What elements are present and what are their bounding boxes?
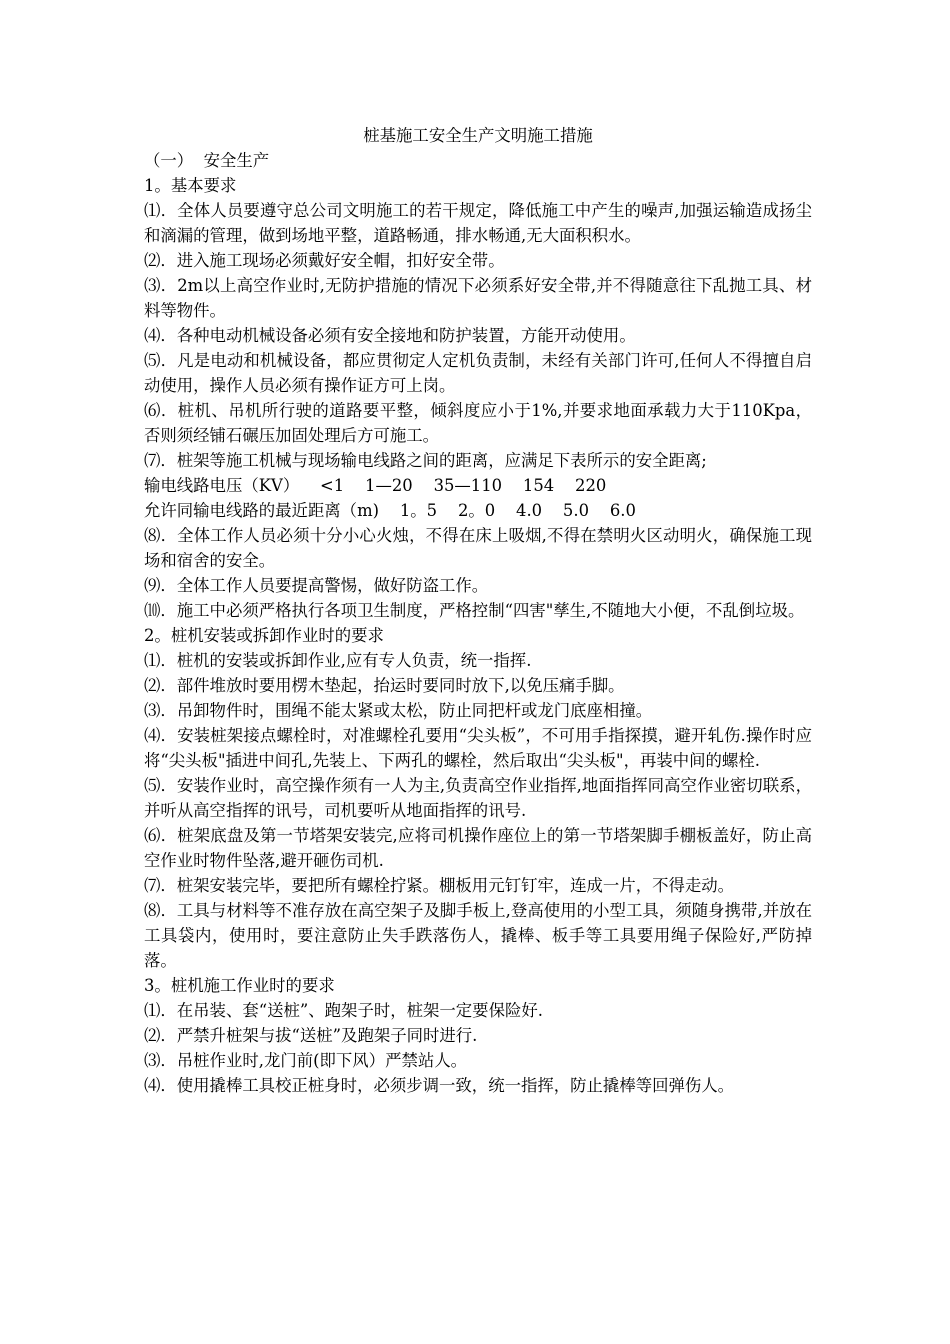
- part2-item-4: ⑷．安装桩架接点螺栓时，对准螺栓孔要用“尖头板”，不可用手指探摸，避开轧伤.操作时应将“尖头板"插进中间孔,先装上、下两孔的螺栓，然后取出“尖头板"，再装中间的螺栓.: [144, 726, 812, 770]
- part1-item-9: ⑼．全体工作人员要提高警惕，做好防盗工作。: [144, 576, 489, 595]
- part3-item-1: ⑴．在吊装、套“送桩”、跑架子时，桩架一定要保险好.: [144, 1001, 543, 1020]
- part1-item-10: ⑽．施工中必须严格执行各项卫生制度，严格控制“四害"孳生,不随地大小便，不乱倒垃圾。: [144, 601, 805, 620]
- part2-heading: 2。桩机安装或拆卸作业时的要求: [144, 626, 384, 645]
- distance-table-row: 允许同输电线路的最近距离（m) 1。5 2。0 4.0 5.0 6.0: [144, 501, 636, 520]
- part1-item-5: ⑸．凡是电动和机械设备，都应贯彻定人定机负责制，未经有关部门许可,任何人不得擅自启动使用，操作人员必须有操作证方可上岗。: [144, 351, 812, 395]
- document-page: [144, 123, 812, 1098]
- part3-item-3: ⑶．吊桩作业时,龙门前(即下风）严禁站人。: [144, 1051, 468, 1070]
- part1-item-8: ⑻．全体工作人员必须十分小心火烛，不得在床上吸烟,不得在禁明火区动明火，确保施工现场和宿舍的安全。: [144, 526, 812, 570]
- part2-item-6: ⑹．桩架底盘及第一节塔架安装完,应将司机操作座位上的第一节塔架脚手棚板盖好，防止高空作业时物件坠落,避开砸伤司机.: [144, 826, 812, 870]
- part1-item-6: ⑹．桩机、吊机所行驶的道路要平整，倾斜度应小于1%,并要求地面承载力大于110Kpa，否则须经铺石碾压加固处理后方可施工。: [144, 401, 812, 445]
- part2-item-2: ⑵．部件堆放时要用楞木垫起，抬运时要同时放下,以免压痛手脚。: [144, 676, 625, 695]
- part3-item-4: ⑷．使用撬棒工具校正桩身时，必须步调一致，统一指挥，防止撬棒等回弹伤人。: [144, 1076, 735, 1095]
- part1-item-2: ⑵．进入施工现场必须戴好安全帽，扣好安全带。: [144, 251, 505, 270]
- part2-item-1: ⑴．桩机的安装或拆卸作业,应有专人负责，统一指挥.: [144, 651, 532, 670]
- part1-item-4: ⑷．各种电动机械设备必须有安全接地和防护装置，方能开动使用。: [144, 326, 636, 345]
- section-heading: （一） 安全生产: [144, 151, 270, 170]
- part1-item-3: ⑶．2m以上高空作业时,无防护措施的情况下必须系好安全带,并不得随意往下乱抛工具、材料等物件。: [144, 276, 812, 320]
- part1-item-7: ⑺．桩架等施工机械与现场输电线路之间的距离，应满足下表所示的安全距离;: [144, 451, 707, 470]
- part3-item-2: ⑵．严禁升桩架与拔“送桩”及跑架子同时进行.: [144, 1026, 478, 1045]
- document-title: 桩基施工安全生产文明施工措施: [363, 126, 593, 145]
- part1-heading: 1。基本要求: [144, 176, 237, 195]
- voltage-table-row: 输电线路电压（KV） <1 1—20 35—110 154 220: [144, 476, 607, 495]
- part1-item-1: ⑴．全体人员要遵守总公司文明施工的若干规定，降低施工中产生的噪声,加强运输造成扬尘和滴漏的管理，做到场地平整，道路畅通，排水畅通,无大面积积水。: [144, 201, 812, 245]
- part2-item-7: ⑺．桩架安装完毕，要把所有螺栓拧紧。棚板用元钉钉牢，连成一片，不得走动。: [144, 876, 735, 895]
- part2-item-3: ⑶．吊卸物件时，围绳不能太紧或太松，防止同把杆或龙门底座相撞。: [144, 701, 653, 720]
- part2-item-8: ⑻．工具与材料等不准存放在高空架子及脚手板上,登高使用的小型工具，须随身携带,并放在工具袋内，使用时，要注意防止失手跌落伤人，撬棒、板手等工具要用绳子保险好,严防掉落。: [144, 901, 812, 970]
- part2-item-5: ⑸．安装作业时，高空操作须有一人为主,负责高空作业指挥,地面指挥同高空作业密切联系，并听从高空指挥的讯号，司机要听从地面指挥的讯号.: [144, 776, 812, 820]
- part3-heading: 3。桩机施工作业时的要求: [144, 976, 335, 995]
